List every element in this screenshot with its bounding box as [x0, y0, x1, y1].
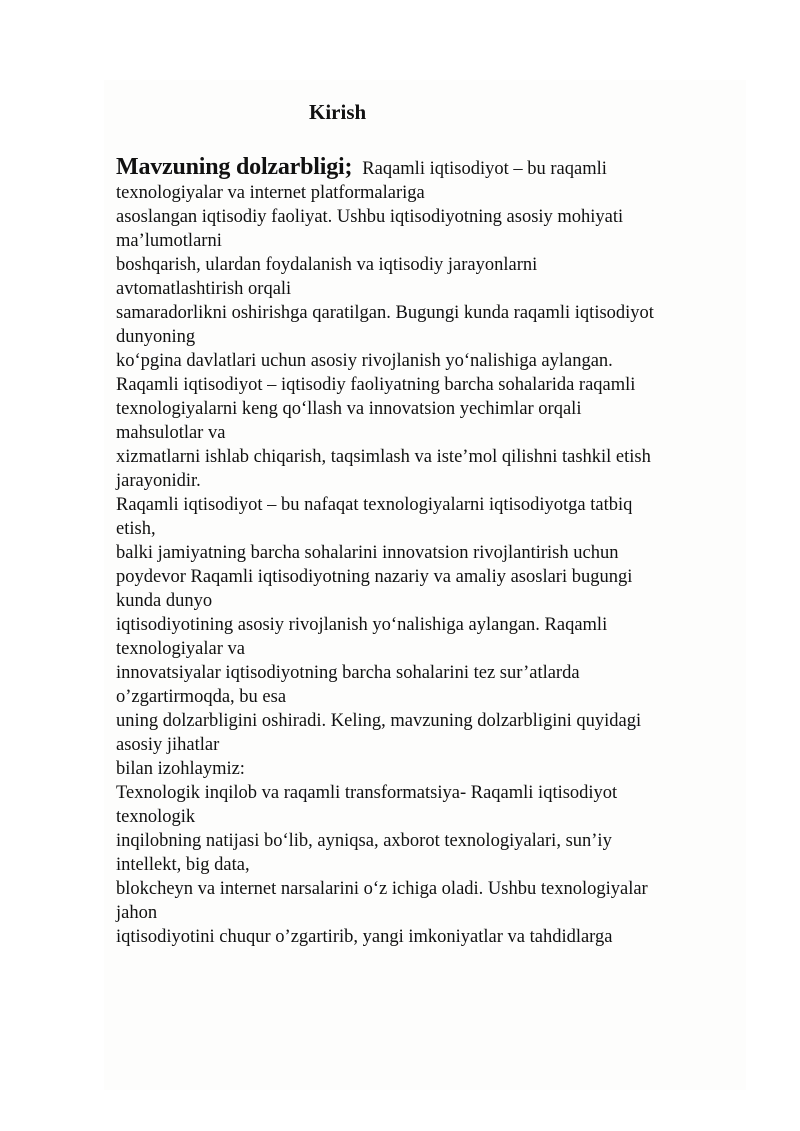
text-line: Raqamli iqtisodiyot – bu raqamli — [362, 159, 607, 179]
text-line: kunda dunyo — [116, 591, 213, 611]
document-body — [116, 155, 746, 949]
section-heading: Mavzuning dolzarbligi; — [116, 154, 353, 180]
text-line: balki jamiyatning barcha sohalarini innovatsion rivojlantirish uchun — [116, 543, 619, 563]
text-line: Raqamli iqtisodiyot – iqtisodiy faoliyatning barcha sohalarida raqamli — [116, 375, 636, 395]
text-line: iqtisodiyotining asosiy rivojlanish yo‘nalishiga aylangan. Raqamli — [116, 615, 608, 635]
text-line: Texnologik inqilob va raqamli transformatsiya- Raqamli iqtisodiyot — [116, 783, 618, 803]
text-line: jarayonidir. — [116, 471, 201, 491]
text-line: texnologiyalar va internet platformalariga — [116, 183, 425, 203]
text-line: blokcheyn va internet narsalarini o‘z ichiga oladi. Ushbu texnologiyalar — [116, 879, 648, 899]
paragraph-line-first — [116, 155, 746, 181]
text-line: texnologiyalarni keng qo‘llash va innovatsion yechimlar orqali — [116, 399, 582, 419]
text-line: ma’lumotlarni — [116, 231, 222, 251]
text-line: jahon — [116, 903, 158, 923]
text-line: mahsulotlar va — [116, 423, 226, 443]
text-line: avtomatlashtirish orqali — [116, 279, 292, 299]
text-line: xizmatlarni ishlab chiqarish, taqsimlash va iste’mol qilishni tashkil etish — [116, 447, 651, 467]
text-line: dunyoning — [116, 327, 196, 347]
text-line: iqtisodiyotini chuqur o’zgartirib, yangi imkoniyatlar va tahdidlarga — [116, 927, 613, 947]
text-line: etish, — [116, 519, 156, 539]
text-line: samaradorlikni oshirishga qaratilgan. Bugungi kunda raqamli iqtisodiyot — [116, 303, 654, 323]
text-line: asosiy jihatlar — [116, 735, 220, 755]
text-line: texnologiyalar va — [116, 639, 245, 659]
text-line: uning dolzarbligini oshiradi. Keling, mavzuning dolzarbligini quyidagi — [116, 711, 642, 731]
text-line: bilan izohlaymiz: — [116, 759, 245, 779]
text-line: poydevor Raqamli iqtisodiyotning nazariy va amaliy asoslari bugungi — [116, 567, 633, 587]
text-line: boshqarish, ulardan foydalanish va iqtisodiy jarayonlarni — [116, 255, 538, 275]
text-line: ko‘pgina davlatlari uchun asosiy rivojlanish yo‘nalishiga aylangan. — [116, 351, 613, 371]
text-line: asoslangan iqtisodiy faoliyat. Ushbu iqtisodiyotning asosiy mohiyati — [116, 207, 624, 227]
page-title: Kirish — [309, 100, 367, 124]
text-line: intellekt, big data, — [116, 855, 250, 875]
text-line: inqilobning natijasi bo‘lib, ayniqsa, axborot texnologiyalari, sun’iy — [116, 831, 612, 851]
text-line: innovatsiyalar iqtisodiyotning barcha sohalarini tez sur’atlarda — [116, 663, 580, 683]
text-line: texnologik — [116, 807, 196, 827]
text-line: o’zgartirmoqda, bu esa — [116, 687, 287, 707]
text-line: Raqamli iqtisodiyot – bu nafaqat texnologiyalarni iqtisodiyotga tatbiq — [116, 495, 633, 515]
